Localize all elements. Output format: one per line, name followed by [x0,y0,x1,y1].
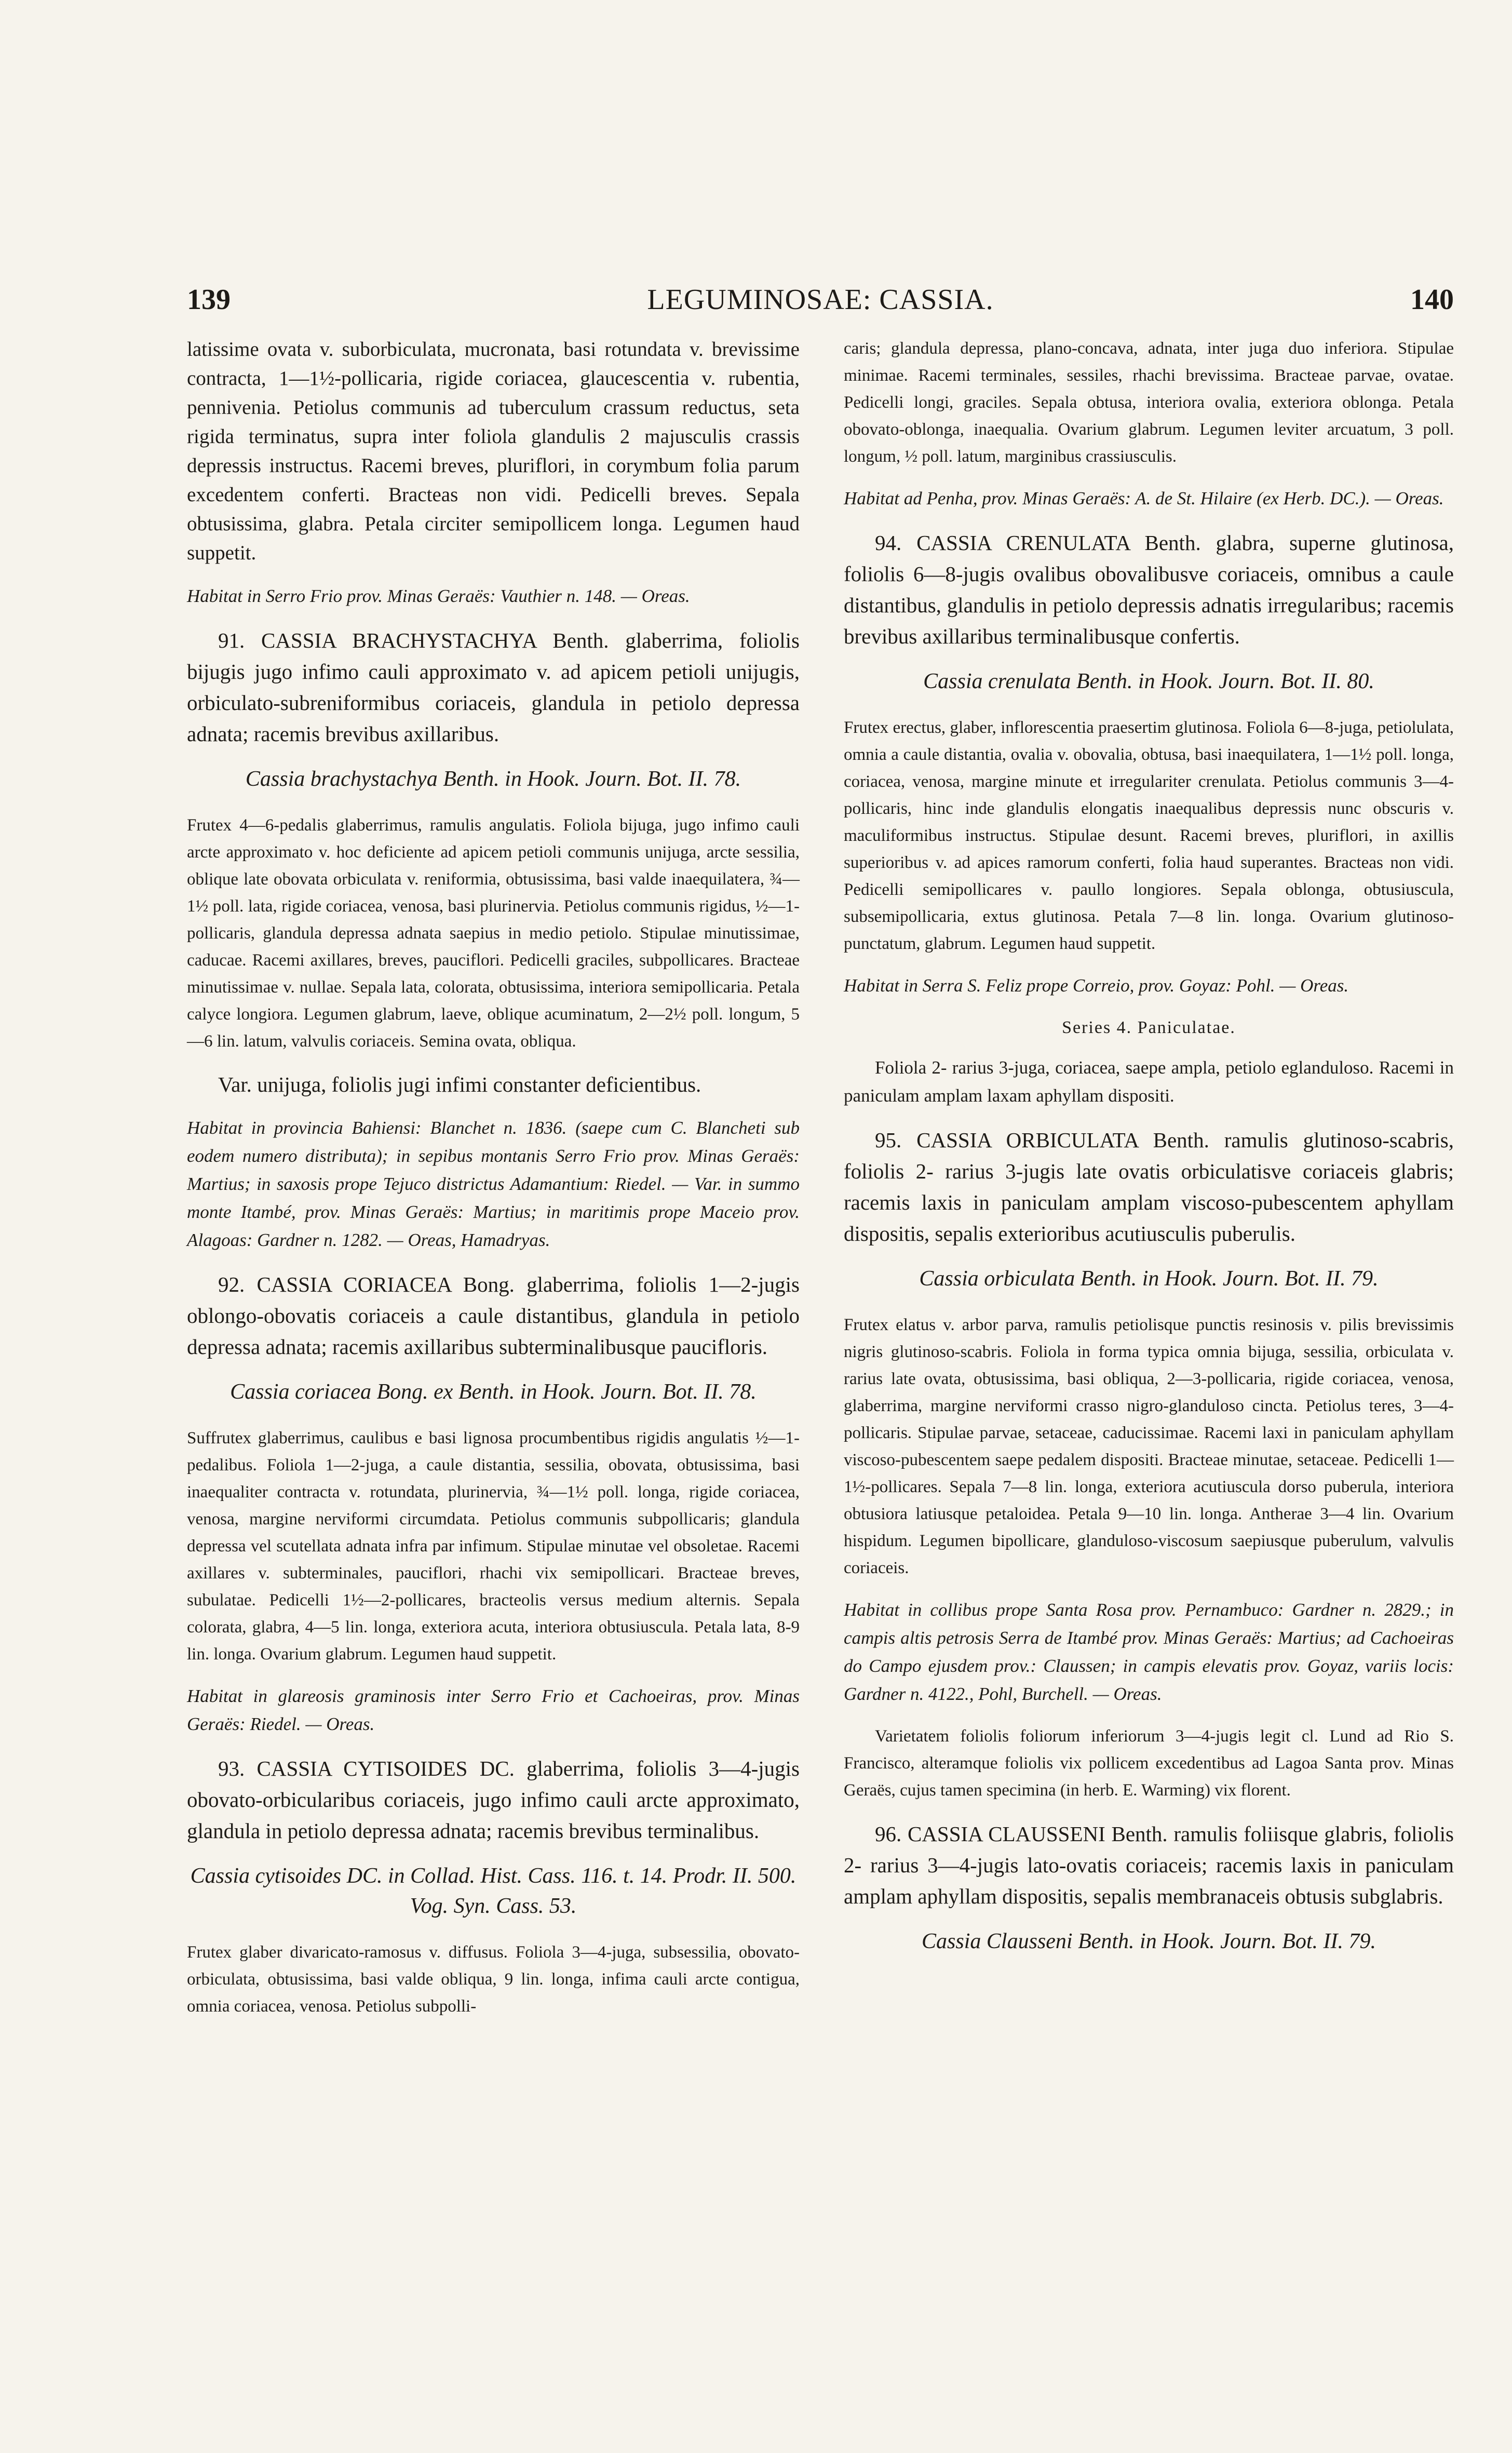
species-94-description: Frutex erectus, glaber, inflorescentia praesertim glutinosa. Foliola 6—8-juga, petiolulata, omnia a caule distantia, ovalia v. obovalia, obtusa, basi inaequilatera, 1—1½ poll. longa, coriacea, venosa, margine minute et irregulariter crenulata. Petiolus communis 3—4-pollicaris, hinc inde glandulis elongatis inaequalibus depressis nunc obscuris v. maculiformibus instructus. Stipulae desunt. Racemi breves, pluriflori, in axillis superioribus v. ad apices ramorum conferti, folia haud superantes. Bracteas non vidi. Pedicelli semipollicares v. paullo longiores. Sepala oblonga, obtusiuscula, subsemipollicaria, extus glutinosa. Petala 7—8 lin. longa. Ovarium glutinoso-punctatum, glabrum. Legumen haud suppetit. [844,718,1454,953]
species-95-description: Frutex elatus v. arbor parva, ramulis petiolisque punctis resinosis v. pilis brevissimis nigris glutinoso-scabris. Foliola in forma typica omnia bijuga, sessilia, orbiculata v. rarius late ovata, obtusissima, basi obliqua, 2—3-pollicaria, rigide coriacea, venosa, glaberrima, margine nerviformi crasso nigro-glanduloso cincta. Petiolus teres, 3—4-pollicaris. Stipulae parvae, setaceae, caducissimae. Racemi laxi in paniculam aphyllam viscoso-pubescentem saepe pedalem dispositi. Bracteae minutae, setaceae. Pedicelli 1—1½-pollicares. Sepala 7—8 lin. longa, exteriora acutiuscula dorso puberula, interiora obtusiora latiusque petaloidea. Petala 9—10 lin. longa. Antherae 3—4 lin. Ovarium hispidum. Legumen bipollicare, glanduloso-viscosum saepiusque puberulum, valvulis coriaceis. [844,1316,1454,1577]
species-93-citation: Cassia cytisoides DC. in Collad. Hist. Cass. 116. t. 14. Prodr. II. 500. Vog. Syn. Cass. 53. [190,1864,797,1918]
species-94-citation: Cassia crenulata Benth. in Hook. Journ. Bot. II. 80. [923,669,1374,693]
species-91-heading: 91. CASSIA BRACHYSTACHYA Benth. glaberrima, foliolis bijugis jugo infimo cauli approximato v. ad apicem petioli unijugis, orbiculato-subreniformibus coriaceis, glandula in petiolo depressa adnata; racemis brevibus axillaribus. [187,628,800,746]
species-93-habitat: Habitat ad Penha, prov. Minas Geraës: A. de St. Hilaire (ex Herb. DC.). — Oreas. [844,488,1444,508]
left-column [187,335,800,2034]
series-description: Foliola 2- rarius 3-juga, coriacea, saepe ampla, petiolo eglanduloso. Racemi in paniculam amplam laxam aphyllam dispositi. [844,1057,1454,1106]
species-95-note: Varietatem foliolis foliorum inferiorum 3—4-jugis legit cl. Lund ad Rio S. Francisco, alteramque foliolis vix pollicem excedentibus ad Lagoa Santa prov. Minas Geraës, cujus tamen specimina (in herb. E. Warming) vix florent. [844,1727,1454,1800]
species-96-heading: 96. CASSIA CLAUSSENI Benth. ramulis foliisque glabris, foliolis 2- rarius 3—4-jugis lato-ovatis coriaceis; racemis laxis in paniculam amplam aphyllam dispositis, sepalis membranaceis obtusis subglabris. [844,1822,1454,1908]
species-96-citation: Cassia Clausseni Benth. in Hook. Journ. Bot. II. 79. [922,1929,1376,1953]
species-91-variety: Var. unijuga, foliolis jugi infimi constanter deficientibus. [218,1073,701,1096]
left-page-number: 139 [187,284,231,316]
species-95-citation: Cassia orbiculata Benth. in Hook. Journ. Bot. II. 79. [919,1267,1379,1291]
species-95-heading: 95. CASSIA ORBICULATA Benth. ramulis glutinoso-scabris, foliolis 2- rarius 3-jugis late ovatis orbiculatisve coriaceis glabris; racemis laxis in paniculam amplam viscoso-pubescentem aphyllam dispositis, sepalis exterioribus acutiusculis puberulis. [844,1128,1454,1245]
species-92-heading: 92. CASSIA CORIACEA Bong. glaberrima, foliolis 1—2-jugis oblongo-obovatis coriaceis a caule distantibus, glandula in petiolo depressa adnata; racemis axillaribus subterminalibusque paucifloris. [187,1272,800,1359]
continued-description: latissime ovata v. suborbiculata, mucronata, basi rotundata v. brevissime contracta, 1—1½-pollicaria, rigide coriacea, glaucescentia v. rubentia, pennivenia. Petiolus communis ad tuberculum crassum reductus, seta rigida terminatus, supra inter foliola glandulis 2 majusculis crassis depressis instructus. Racemi breves, pluriflori, in corymbum folia parum excedentem conferti. Bracteas non vidi. Pedicelli breves. Sepala obtusissima, glabra. Petala circiter semipollicem longa. Legumen haud suppetit. [187,338,800,564]
species-91-citation: Cassia brachystachya Benth. in Hook. Journ. Bot. II. 78. [245,767,741,791]
species-94-habitat: Habitat in Serra S. Feliz prope Correio, prov. Goyaz: Pohl. — Oreas. [844,975,1349,996]
species-91-habitat: Habitat in provincia Bahiensi: Blanchet n. 1836. (saepe cum C. Blancheti sub eodem numero distributa); in sepibus montanis Serro Frio prov. Minas Geraës: Martius; in saxosis prope Tejuco districtus Adamantium: Riedel. — Var. in summo monte Itambé, prov. Minas Geraës: Martius; in maritimis prope Maceio prov. Alagoas: Gardner n. 1282. — Oreas, Hamadryas. [187,1118,800,1250]
running-title: LEGUMINOSAE: CASSIA. [647,284,994,316]
right-column [844,335,1454,1974]
species-92-habitat: Habitat in glareosis graminosis inter Serro Frio et Cachoeiras, prov. Minas Geraës: Riedel. — Oreas. [187,1686,800,1734]
species-93-description: Frutex glaber divaricato-ramosus v. diffusus. Foliola 3—4-juga, subsessilia, obovato-orbiculata, obtusissima, basi valde obliqua, 9 lin. longa, infima cauli arcte contigua, omnia coriacea, venosa. Petiolus subpolli- [187,1943,800,2016]
species-91-description: Frutex 4—6-pedalis glaberrimus, ramulis angulatis. Foliola bijuga, jugo infimo cauli arcte approximato v. hoc deficiente ad apicem petioli communis unijuga, arcte sessilia, oblique late obovata orbiculata v. reniformia, obtusissima, basi valde inaequilatera, ¾—1½ poll. lata, rigide coriacea, venosa, basi plurinervia. Petiolus communis rigidus, ½—1-pollicaris, glandula depressa adnata saepius in medio petiolo. Stipulae minutissimae, caducae. Racemi axillares, breves, pauciflori. Pedicelli graciles, subpollicares. Bracteae minutissimae v. nullae. Sepala lata, colorata, obtusissima, interiora semipollicaria. Petala calyce longiora. Legumen glabrum, laeve, oblique acuminatum, 2—2½ poll. longum, 5—6 lin. latum, valvulis coriaceis. Semina ovata, obliqua. [187,816,800,1051]
species-95-habitat: Habitat in collibus prope Santa Rosa prov. Pernambuco: Gardner n. 2829.; in campis altis petrosis Serra de Itambé prov. Minas Geraës: Martius; ad Cachoeiras do Campo ejusdem prov.: Claussen; in campis elevatis prov. Goyaz, variis locis: Gardner n. 4122., Pohl, Burchell. — Oreas. [844,1600,1454,1704]
species-94-heading: 94. CASSIA CRENULATA Benth. glabra, superne glutinosa, foliolis 6—8-jugis ovalibus obovalibusve coriaceis, omnibus a caule distantibus, glandulis in petiolo depressis adnatis irregularibus; racemis brevibus axillaribus terminalibusque confertis. [844,531,1454,648]
species-92-citation: Cassia coriacea Bong. ex Benth. in Hook. Journ. Bot. II. 78. [230,1380,757,1404]
species-93-heading: 93. CASSIA CYTISOIDES DC. glaberrima, foliolis 3—4-jugis obovato-orbicularibus coriaceis, jugo infimo cauli arcte approximato, glandula in petiolo depressa adnata; racemis brevibus terminalibus. [187,1757,800,1843]
page-header [187,283,1454,319]
right-page-number: 140 [1410,284,1454,316]
species-92-description: Suffrutex glaberrimus, caulibus e basi lignosa procumbentibus rigidis angulatis ½—1-pedalibus. Foliola 1—2-juga, a caule distantia, sessilia, obovata, obtusissima, basi inaequaliter contracta v. rotundata, plurinervia, ¾—1½ poll. longa, rigide coriacea, venosa, margine nerviformi circumdata. Petiolus communis subpollicaris; glandula depressa vel scutellata adnata infra par infimum. Stipulae minutae vel obsoletae. Racemi axillares v. subterminales, pauciflori, rhachi vix semipollicari. Bracteae breves, subulatae. Pedicelli 1½—2-pollicares, bracteolis versus medium alternis. Sepala colorata, glabra, 4—5 lin. longa, exteriora acuta, interiora obtusiuscula. Petala lata, 8-9 lin. longa. Ovarium glabrum. Legumen haud suppetit. [187,1429,800,1664]
series-heading: Series 4. Paniculatae. [1062,1018,1236,1037]
continued-description-93: caris; glandula depressa, plano-concava, adnata, inter juga duo inferiora. Stipulae minimae. Racemi terminales, sessiles, rhachi brevissima. Bracteae parvae, ovatae. Pedicelli longi, graciles. Sepala obtusa, interiora ovalia, exteriora oblonga. Petala obovato-oblonga, inaequalia. Ovarium glabrum. Legumen leviter arcuatum, 3 poll. longum, ½ poll. latum, marginibus crassiusculis. [844,339,1454,466]
continued-habitat: Habitat in Serro Frio prov. Minas Geraës: Vauthier n. 148. — Oreas. [187,586,690,606]
